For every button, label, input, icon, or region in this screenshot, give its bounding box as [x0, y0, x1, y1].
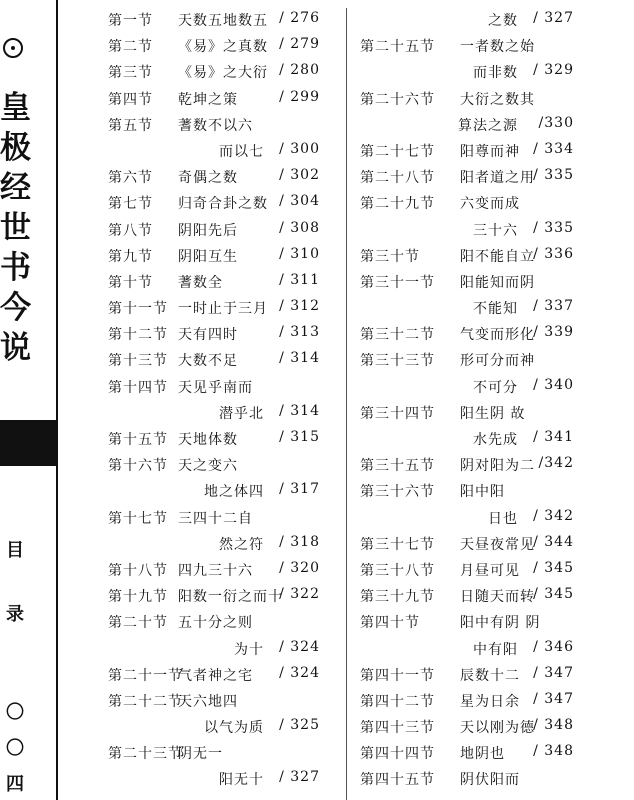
toc-entry-continuation [108, 403, 320, 429]
section-title: 大数不足 [178, 353, 238, 370]
toc-entry-continuation [360, 62, 574, 88]
page-number: / 335 [533, 219, 574, 236]
section-title: 天六地四 [178, 693, 238, 710]
section-number: 第十五节 [108, 432, 168, 448]
toc-entry-continuation [360, 220, 574, 246]
section-title: 一时止于三月 [178, 301, 268, 318]
toc-entry [108, 298, 320, 324]
section-number: 第七节 [108, 196, 153, 213]
toc-entry [108, 324, 320, 350]
section-number: 第二十三节 [108, 746, 183, 763]
toc-entry [360, 403, 574, 429]
section-title: 日随天而转 [460, 589, 535, 606]
page-number: / 344 [533, 533, 574, 550]
section-title: 蓍数不以六 [178, 117, 253, 134]
toc-entry [108, 508, 320, 534]
page-number: / 334 [533, 140, 574, 157]
section-number: 第四十三节 [360, 720, 435, 737]
page-number-char: 四 [6, 774, 24, 795]
page-number: / 280 [279, 62, 320, 79]
page-number-char: 〇 [6, 738, 24, 759]
section-number: 第四十五节 [360, 772, 435, 789]
section-title: 奇偶之数 [178, 170, 238, 187]
section-title: 辰数十二 [460, 667, 520, 684]
page-number: / 320 [279, 559, 320, 576]
toc-entry [360, 350, 574, 376]
section-number: 第九节 [108, 248, 153, 265]
section-title: 不可分 [473, 379, 518, 396]
section-title: 地之体四 [204, 484, 264, 501]
section-title: 乾坤之策 [178, 91, 238, 108]
page-number: / 308 [279, 219, 320, 236]
page-number: / 348 [533, 743, 574, 760]
toc-entry [108, 350, 320, 376]
toc-entry [108, 89, 320, 115]
toc-entry [108, 62, 320, 88]
section-title: 阳无十 [219, 772, 264, 789]
toc-entry [360, 769, 574, 795]
page-number: / 342 [533, 507, 574, 524]
section-title: 气者神之宅 [178, 667, 253, 684]
toc-entry [360, 167, 574, 193]
section-title: 气变而形化 [460, 327, 535, 344]
toc-entry [360, 481, 574, 507]
toc-entry [360, 743, 574, 769]
page-number: / 347 [533, 690, 574, 707]
section-title: 潜乎北 [219, 405, 264, 422]
section-number: 第二十七节 [360, 143, 435, 160]
section-label-lu: 录 [6, 604, 24, 625]
section-number: 第二节 [108, 39, 153, 56]
section-title: 天有四时 [178, 327, 238, 344]
section-title: 阴伏阳而 [460, 772, 520, 789]
toc-entry-continuation [360, 429, 574, 455]
sidebar-divider [56, 0, 58, 800]
page-number: / 304 [279, 193, 320, 210]
toc-entry [360, 717, 574, 743]
section-number: 第三十三节 [360, 353, 435, 370]
toc-entry-continuation [108, 717, 320, 743]
page-number: / 346 [533, 638, 574, 655]
toc-entry [108, 36, 320, 62]
section-title: 阳不能自立 [460, 248, 535, 265]
page-number: / 312 [279, 298, 320, 315]
section-title: 地阴也 [460, 746, 505, 763]
toc-entry-continuation [108, 141, 320, 167]
toc-entry [108, 455, 320, 481]
book-title-char: 极 [0, 130, 31, 166]
section-title: 而以七 [219, 143, 264, 160]
page-number: / 325 [279, 717, 320, 734]
page-number: / 310 [279, 245, 320, 262]
page-number: / 339 [533, 324, 574, 341]
section-number: 第四十一节 [360, 667, 435, 684]
page-number: / 279 [279, 36, 320, 53]
section-number: 第三十二节 [360, 327, 435, 344]
section-number: 第二十八节 [360, 170, 435, 187]
column-divider [346, 8, 347, 800]
section-title: 《易》之大衍 [178, 65, 268, 82]
section-number: 第十七节 [108, 510, 168, 527]
section-number: 第三十一节 [360, 274, 435, 291]
section-title: 一者数之始 [460, 39, 535, 56]
section-number: 第二十节 [108, 615, 168, 632]
page-number: / 337 [533, 298, 574, 315]
page-number: /342 [538, 455, 574, 472]
toc-entry-continuation [360, 298, 574, 324]
page-number: / 347 [533, 664, 574, 681]
section-title: 蓍数全 [178, 274, 223, 291]
section-title: 天以刚为德 [460, 720, 535, 737]
toc-entry [360, 665, 574, 691]
section-title: 阴对阳为二 [460, 458, 535, 475]
toc-entry-continuation [360, 10, 574, 36]
toc-entry [108, 272, 320, 298]
book-title-char: 说 [0, 330, 31, 366]
section-number: 第二十二节 [108, 693, 183, 710]
toc-entry [108, 691, 320, 717]
section-title: 天昼夜常见 [460, 536, 535, 553]
section-number: 第二十一节 [108, 667, 183, 684]
toc-entry [108, 246, 320, 272]
page-number-char: 〇 [6, 702, 24, 723]
toc-entry [360, 246, 574, 272]
toc-entry [360, 193, 574, 219]
book-title-char: 今 [0, 290, 31, 326]
toc-entry [108, 429, 320, 455]
section-number: 第一节 [108, 13, 153, 29]
section-title: 以气为质 [204, 720, 264, 737]
toc-entry [108, 115, 320, 141]
page-number: / 314 [279, 350, 320, 367]
page-number: / 322 [279, 586, 320, 603]
section-number: 第三十九节 [360, 589, 435, 606]
section-title: 天见乎南而 [178, 379, 253, 396]
page-number: / 329 [533, 62, 574, 79]
page-number: / 345 [533, 559, 574, 576]
section-number: 第十节 [108, 274, 153, 291]
section-title: 然之符 [219, 536, 264, 553]
toc-entry [360, 586, 574, 612]
page-number: / 336 [533, 245, 574, 262]
toc-entry [360, 89, 574, 115]
section-title: 大衍之数其 [460, 91, 535, 108]
section-title: 为十 [234, 641, 264, 658]
section-number: 第十八节 [108, 562, 168, 579]
section-title: 三四十二自 [178, 510, 253, 527]
section-title: 算法之源 [458, 117, 518, 134]
page-number: / 300 [279, 140, 320, 157]
toc-entry [360, 272, 574, 298]
section-title: 四九三十六 [178, 562, 253, 579]
section-title: 三十六 [473, 222, 518, 239]
section-title: 阳中阳 [460, 484, 505, 501]
section-title: 不能知 [473, 301, 518, 318]
toc-entry [108, 377, 320, 403]
section-number: 第三十六节 [360, 484, 435, 501]
section-title: 之数 [488, 13, 518, 29]
section-number: 第十二节 [108, 327, 168, 344]
page-number: / 299 [279, 88, 320, 105]
page-number: / 324 [279, 664, 320, 681]
toc-entry [108, 612, 320, 638]
toc-entry-continuation [108, 639, 320, 665]
toc-entry-continuation [108, 481, 320, 507]
section-number: 第四十二节 [360, 693, 435, 710]
page-number: /330 [538, 114, 574, 131]
page-number: / 335 [533, 167, 574, 184]
toc-column-right [360, 10, 574, 796]
page-number: / 340 [533, 376, 574, 393]
section-label-mu: 目 [6, 540, 24, 561]
section-number: 第三节 [108, 65, 153, 82]
toc-entry [360, 612, 574, 638]
page-number: / 318 [279, 533, 320, 550]
section-title: 阳能知而阴 [460, 274, 535, 291]
toc-entry [360, 36, 574, 62]
toc-entry-continuation [360, 377, 574, 403]
section-number: 第二十五节 [360, 39, 435, 56]
toc-entry [360, 324, 574, 350]
toc-column-left [108, 10, 320, 796]
toc-entry [108, 560, 320, 586]
section-number: 第十一节 [108, 301, 168, 318]
section-title: 日也 [488, 510, 518, 527]
page-number: / 327 [279, 769, 320, 786]
section-title: 阳生阴 故 [460, 405, 526, 422]
section-title: 阳者道之用 [460, 170, 535, 187]
page-number: / 276 [279, 10, 320, 26]
toc-entry [108, 743, 320, 769]
section-number: 第十九节 [108, 589, 168, 606]
section-title: 形可分而神 [460, 353, 535, 370]
section-title: 天地体数 [178, 432, 238, 448]
section-title: 阳数一衍之而十 [178, 589, 283, 606]
sidebar [0, 0, 62, 800]
page-number: / 348 [533, 717, 574, 734]
toc-entry [360, 691, 574, 717]
section-title: 六变而成 [460, 196, 520, 213]
section-number: 第十四节 [108, 379, 168, 396]
section-title: 天之变六 [178, 458, 238, 475]
page-number: / 311 [279, 271, 320, 288]
toc-entry [360, 560, 574, 586]
section-title: 星为日余 [460, 693, 520, 710]
circle-dot-icon [3, 38, 23, 58]
section-number: 第三十七节 [360, 536, 435, 553]
page-number: / 327 [533, 10, 574, 26]
toc-entry-continuation [108, 534, 320, 560]
page-number: / 302 [279, 167, 320, 184]
toc-entry-continuation [360, 115, 574, 141]
toc-entry-continuation [360, 639, 574, 665]
section-number: 第五节 [108, 117, 153, 134]
section-number: 第十三节 [108, 353, 168, 370]
toc-entry [108, 586, 320, 612]
section-number: 第八节 [108, 222, 153, 239]
section-number: 第六节 [108, 170, 153, 187]
section-number: 第四十节 [360, 615, 420, 632]
section-title: 阴阳互生 [178, 248, 238, 265]
toc-entry-continuation [360, 508, 574, 534]
toc-entry [360, 141, 574, 167]
section-number: 第四节 [108, 91, 153, 108]
toc-entry-continuation [108, 769, 320, 795]
toc-entry [108, 220, 320, 246]
page-number: / 345 [533, 586, 574, 603]
page-number: / 314 [279, 402, 320, 419]
section-number: 第三十八节 [360, 562, 435, 579]
section-title: 月昼可见 [460, 562, 520, 579]
section-title: 五十分之则 [178, 615, 253, 632]
section-number: 第二十六节 [360, 91, 435, 108]
page-number: / 324 [279, 638, 320, 655]
page-number: / 315 [279, 429, 320, 445]
section-title: 而非数 [473, 65, 518, 82]
section-number: 第二十九节 [360, 196, 435, 213]
sidebar-black-band [0, 420, 58, 466]
section-title: 阴阳先后 [178, 222, 238, 239]
toc-entry [108, 167, 320, 193]
section-title: 《易》之真数 [178, 39, 268, 56]
book-title [0, 88, 30, 368]
book-title-char: 世 [0, 210, 31, 246]
section-number: 第四十四节 [360, 746, 435, 763]
book-title-char: 皇 [0, 90, 31, 126]
section-title: 中有阳 [473, 641, 518, 658]
section-title: 阳中有阴 阴 [460, 615, 541, 632]
page-number: / 313 [279, 324, 320, 341]
page-number: / 317 [279, 481, 320, 498]
section-title: 阳尊而神 [460, 143, 520, 160]
toc-entry [360, 534, 574, 560]
toc-entry [360, 455, 574, 481]
book-title-char: 经 [0, 170, 31, 206]
section-number: 第三十五节 [360, 458, 435, 475]
section-title: 归奇合卦之数 [178, 196, 268, 213]
section-number: 第十六节 [108, 458, 168, 475]
toc-entry [108, 665, 320, 691]
toc-entry [108, 193, 320, 219]
book-title-char: 书 [0, 250, 31, 286]
section-number: 第三十节 [360, 248, 420, 265]
section-title: 水先成 [473, 432, 518, 448]
section-number: 第三十四节 [360, 405, 435, 422]
section-title: 阴无一 [178, 746, 223, 763]
toc-entry [108, 10, 320, 36]
page-number: / 341 [533, 429, 574, 445]
section-title: 天数五地数五 [178, 13, 268, 29]
